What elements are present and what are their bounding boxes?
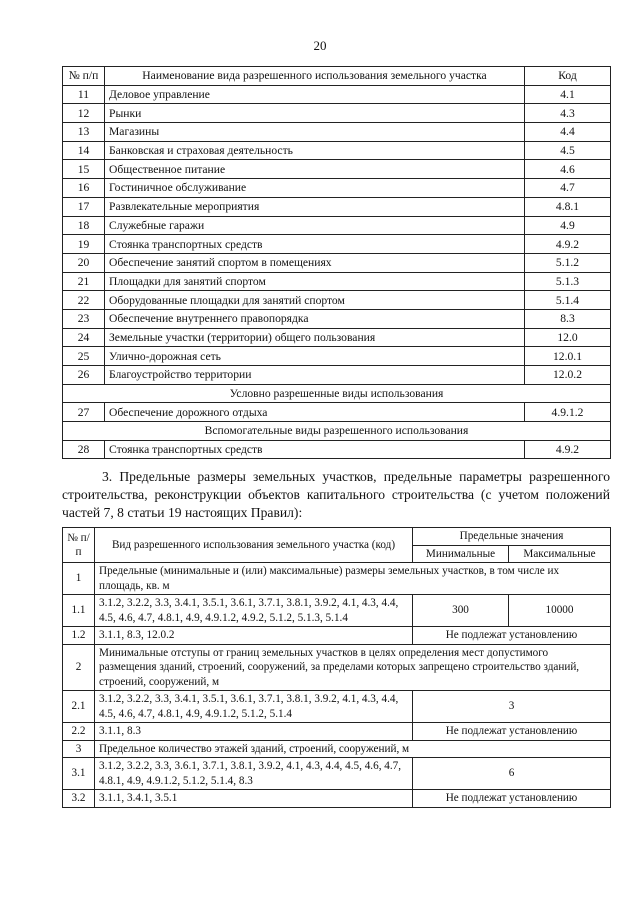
row-code: 12.0.1 (525, 347, 611, 366)
header-type: Вид разрешенного использования земельного участка (код) (95, 528, 413, 563)
row-min: 300 (413, 595, 509, 627)
row-num: 23 (63, 309, 105, 328)
row-name: Обеспечение занятий спортом в помещениях (105, 253, 525, 272)
row-code: 4.9.2 (525, 235, 611, 254)
row-num: 1.1 (63, 595, 95, 627)
row-code: 4.8.1 (525, 197, 611, 216)
row-name: Стоянка транспортных средств (105, 235, 525, 254)
row-code: 12.0.2 (525, 366, 611, 385)
row-name: Обеспечение дорожного отдыха (105, 403, 525, 422)
row-num: 12 (63, 104, 105, 123)
row-num: 1 (63, 563, 95, 595)
header-min: Минимальные (413, 545, 509, 563)
header-num: № п/п (63, 528, 95, 563)
row-codes: 3.1.1, 8.3, 12.0.2 (95, 627, 413, 645)
row-code: 12.0 (525, 328, 611, 347)
row-name: Улично-дорожная сеть (105, 347, 525, 366)
header-max: Максимальные (509, 545, 611, 563)
section-row (63, 563, 611, 595)
row-code: 4.9 (525, 216, 611, 235)
paragraph-text: 3. Предельные размеры земельных участков, предельные параметры разрешенного строительства, реконструкции объектов капитального строительства (с учетом положений частей 7, 8 статьи 19 настоящих Правил): (62, 469, 610, 520)
row-code: 4.1 (525, 85, 611, 104)
table-row (63, 141, 611, 160)
row-num: 26 (63, 366, 105, 385)
row-num: 18 (63, 216, 105, 235)
row-num: 17 (63, 197, 105, 216)
row-name: Рынки (105, 104, 525, 123)
row-code: 5.1.3 (525, 272, 611, 291)
row-name: Оборудованные площадки для занятий спортом (105, 291, 525, 310)
row-codes: 3.1.1, 3.4.1, 3.5.1 (95, 790, 413, 808)
row-name: Деловое управление (105, 85, 525, 104)
row-num: 21 (63, 272, 105, 291)
row-value: 3 (413, 691, 611, 723)
header-limits: Предельные значения (413, 528, 611, 546)
row-num: 20 (63, 253, 105, 272)
table-row (63, 85, 611, 104)
row-num: 2.1 (63, 691, 95, 723)
table-row (63, 790, 611, 808)
row-value: Не подлежат установлению (413, 790, 611, 808)
row-name: Стоянка транспортных средств (105, 440, 525, 459)
table-row (63, 309, 611, 328)
row-codes: 3.1.2, 3.2.2, 3.3, 3.4.1, 3.5.1, 3.6.1, 3.7.1, 3.8.1, 3.9.2, 4.1, 4.3, 4.4, 4.5, 4.6, 4.7, 4.8.1, 4.9, 4.9.1.2, 5.1.2, 5.1.4 (95, 691, 413, 723)
table-row (63, 235, 611, 254)
row-code: 4.5 (525, 141, 611, 160)
table-row (63, 197, 611, 216)
row-value: Не подлежат установлению (413, 723, 611, 741)
row-name: Благоустройство территории (105, 366, 525, 385)
row-name: Общественное питание (105, 160, 525, 179)
row-num: 19 (63, 235, 105, 254)
limits-table (62, 527, 611, 808)
row-num: 3.2 (63, 790, 95, 808)
permitted-use-rows (63, 85, 611, 384)
row-num: 11 (63, 85, 105, 104)
section-text: Предельные (минимальные и (или) максимальные) размеры земельных участков, в том числе их площадь, кв. м (95, 563, 611, 595)
row-num: 24 (63, 328, 105, 347)
row-num: 3 (63, 740, 95, 758)
row-code: 4.4 (525, 123, 611, 142)
row-num: 16 (63, 179, 105, 198)
table-row (63, 627, 611, 645)
header-code: Код (525, 67, 611, 86)
section-3-paragraph (62, 468, 610, 522)
section-text: Предельное количество этажей зданий, строений, сооружений, м (95, 740, 611, 758)
header-num: № п/п (63, 67, 105, 86)
table-row (63, 179, 611, 198)
row-code: 8.3 (525, 309, 611, 328)
row-code: 4.6 (525, 160, 611, 179)
table-row (63, 253, 611, 272)
row-codes: 3.1.2, 3.2.2, 3.3, 3.4.1, 3.5.1, 3.6.1, 3.7.1, 3.8.1, 3.9.2, 4.1, 4.3, 4.4, 4.5, 4.6, 4.7, 4.8.1, 4.9, 4.9.1.2, 4.9.2, 5.1.2, 5.1.3, 5.1.4 (95, 595, 413, 627)
row-name: Площадки для занятий спортом (105, 272, 525, 291)
table-row (63, 160, 611, 179)
row-num: 22 (63, 291, 105, 310)
section-text: Минимальные отступы от границ земельных участков в целях определения мест допустимого размещения зданий, строений, сооружений, за пределами которых запрещено строительство зданий, строений, сооружений, м (95, 644, 611, 691)
row-code: 5.1.2 (525, 253, 611, 272)
row-num: 27 (63, 403, 105, 422)
table-row (63, 366, 611, 385)
table-row (63, 104, 611, 123)
table-row (63, 723, 611, 741)
row-name: Развлекательные мероприятия (105, 197, 525, 216)
conditional-title: Условно разрешенные виды использования (63, 384, 611, 403)
row-max: 10000 (509, 595, 611, 627)
page-number: 20 (313, 38, 327, 53)
table-header-row (63, 528, 611, 546)
table-row (63, 216, 611, 235)
table-row (63, 440, 611, 459)
row-code: 4.3 (525, 104, 611, 123)
row-num: 2.2 (63, 723, 95, 741)
table-row (63, 291, 611, 310)
auxiliary-title: Вспомогательные виды разрешенного использования (63, 422, 611, 441)
table-header-row (63, 67, 611, 86)
row-num: 1.2 (63, 627, 95, 645)
row-code: 4.9.2 (525, 440, 611, 459)
row-name: Земельные участки (территории) общего пользования (105, 328, 525, 347)
row-name: Обеспечение внутреннего правопорядка (105, 309, 525, 328)
row-name: Банковская и страховая деятельность (105, 141, 525, 160)
row-codes: 3.1.1, 8.3 (95, 723, 413, 741)
row-value: Не подлежат установлению (413, 627, 611, 645)
row-codes: 3.1.2, 3.2.2, 3.3, 3.6.1, 3.7.1, 3.8.1, 3.9.2, 4.1, 4.3, 4.4, 4.5, 4.6, 4.7, 4.8.1, 4.9, 4.9.1.2, 5.1.2, 5.1.4, 8.3 (95, 758, 413, 790)
row-code: 4.7 (525, 179, 611, 198)
table-row (63, 328, 611, 347)
row-num: 25 (63, 347, 105, 366)
section-row (63, 384, 611, 403)
row-value: 6 (413, 758, 611, 790)
row-code: 4.9.1.2 (525, 403, 611, 422)
permitted-use-table (62, 66, 611, 459)
section-row (63, 740, 611, 758)
row-num: 3.1 (63, 758, 95, 790)
row-name: Служебные гаражи (105, 216, 525, 235)
row-name: Магазины (105, 123, 525, 142)
table-row (63, 595, 611, 627)
row-num: 13 (63, 123, 105, 142)
section-row (63, 644, 611, 691)
table-row (63, 691, 611, 723)
row-code: 5.1.4 (525, 291, 611, 310)
row-num: 14 (63, 141, 105, 160)
table-row (63, 272, 611, 291)
row-num: 2 (63, 644, 95, 691)
table-row (63, 123, 611, 142)
row-num: 28 (63, 440, 105, 459)
table-row (63, 758, 611, 790)
row-num: 15 (63, 160, 105, 179)
section-row (63, 422, 611, 441)
table-row (63, 403, 611, 422)
row-name: Гостиничное обслуживание (105, 179, 525, 198)
header-name: Наименование вида разрешенного использования земельного участка (105, 67, 525, 86)
table-row (63, 347, 611, 366)
